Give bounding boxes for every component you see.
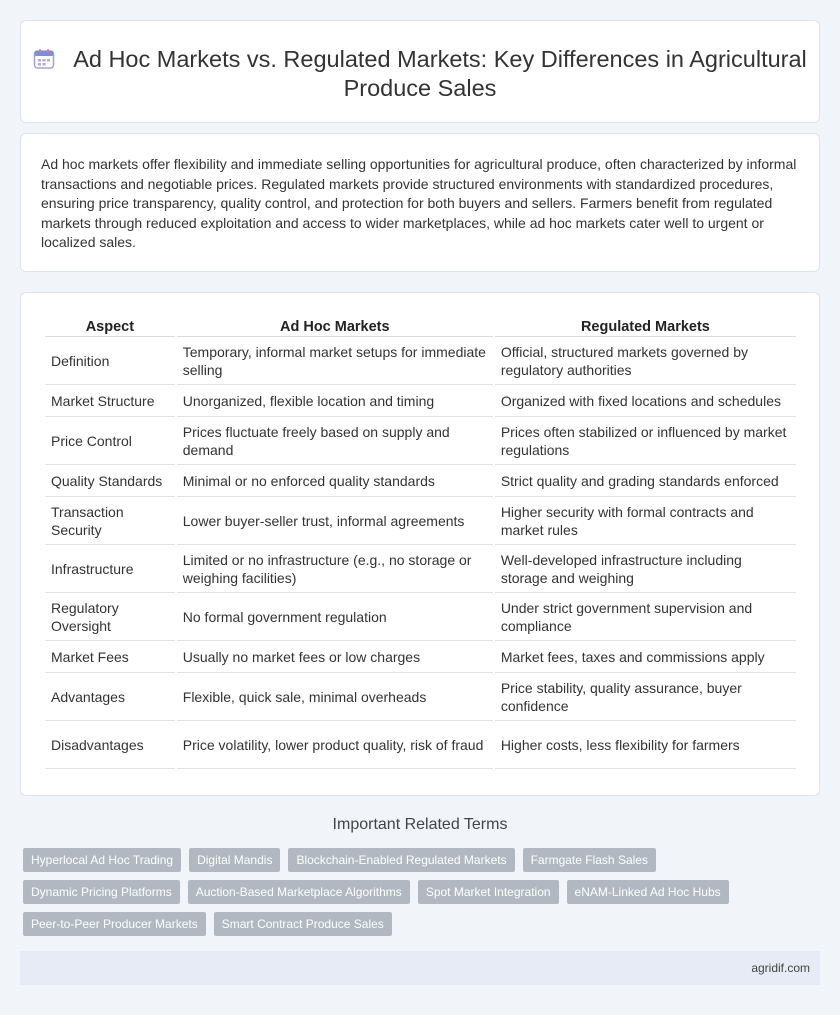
related-term-tag[interactable]: Hyperlocal Ad Hoc Trading xyxy=(23,848,181,872)
header-ad-hoc: Ad Hoc Markets xyxy=(177,315,493,337)
ad-hoc-cell: Prices fluctuate freely based on supply and demand xyxy=(177,417,493,465)
aspect-cell: Definition xyxy=(45,337,175,385)
comparison-table xyxy=(43,315,798,769)
related-term-tag[interactable]: Blockchain-Enabled Regulated Markets xyxy=(288,848,514,872)
related-term-tag[interactable]: Farmgate Flash Sales xyxy=(523,848,656,872)
regulated-cell: Well-developed infrastructure including storage and weighing xyxy=(495,545,796,593)
aspect-cell: Infrastructure xyxy=(45,545,175,593)
related-term-tag[interactable]: Peer-to-Peer Producer Markets xyxy=(23,912,206,936)
header-aspect: Aspect xyxy=(45,315,175,337)
aspect-cell: Disadvantages xyxy=(45,721,175,769)
ad-hoc-cell: Unorganized, flexible location and timing xyxy=(177,385,493,417)
aspect-cell: Regulatory Oversight xyxy=(45,593,175,641)
regulated-cell: Official, structured markets governed by regulatory authorities xyxy=(495,337,796,385)
aspect-cell: Advantages xyxy=(45,673,175,721)
related-term-tag[interactable]: Dynamic Pricing Platforms xyxy=(23,880,180,904)
ad-hoc-cell: Lower buyer-seller trust, informal agreements xyxy=(177,497,493,545)
header-regulated: Regulated Markets xyxy=(495,315,796,337)
page-title-text: Ad Hoc Markets vs. Regulated Markets: Key Differences in Agricultural Produce Sales xyxy=(73,46,807,101)
table-row xyxy=(45,545,796,593)
ad-hoc-cell: Minimal or no enforced quality standards xyxy=(177,465,493,497)
related-term-tag[interactable]: Auction-Based Marketplace Algorithms xyxy=(188,880,410,904)
ad-hoc-cell: Limited or no infrastructure (e.g., no storage or weighing facilities) xyxy=(177,545,493,593)
regulated-cell: Organized with fixed locations and schedules xyxy=(495,385,796,417)
related-terms-title: Important Related Terms xyxy=(332,816,508,833)
calendar-icon xyxy=(33,48,55,70)
intro-paragraph: Ad hoc markets offer flexibility and immediate selling opportunities for agricultural produce, often characterized by informal transactions and negotiable prices. Regulated markets provide structured environments with standardized procedures, ensuring price transparency, quality control, and protection for both buyers and sellers. Farmers benefit from regulated markets through reduced exploitation and access to wider marketplaces, while ad hoc markets cater well to urgent or localized sales. xyxy=(41,156,797,250)
aspect-cell: Market Structure xyxy=(45,385,175,417)
regulated-cell: Price stability, quality assurance, buyer confidence xyxy=(495,673,796,721)
ad-hoc-cell: Price volatility, lower product quality, risk of fraud xyxy=(177,721,493,769)
table-row xyxy=(45,721,796,769)
table-row xyxy=(45,497,796,545)
footer-bar xyxy=(20,951,820,985)
aspect-cell: Price Control xyxy=(45,417,175,465)
ad-hoc-cell: No formal government regulation xyxy=(177,593,493,641)
regulated-cell: Strict quality and grading standards enforced xyxy=(495,465,796,497)
table-row xyxy=(45,465,796,497)
footer-site-link[interactable]: agridif.com xyxy=(751,961,810,975)
ad-hoc-cell: Temporary, informal market setups for immediate selling xyxy=(177,337,493,385)
related-term-tag[interactable]: Spot Market Integration xyxy=(418,880,559,904)
regulated-cell: Higher costs, less flexibility for farmers xyxy=(495,721,796,769)
aspect-cell: Transaction Security xyxy=(45,497,175,545)
table-row xyxy=(45,593,796,641)
ad-hoc-cell: Usually no market fees or low charges xyxy=(177,641,493,673)
related-term-tag[interactable]: Smart Contract Produce Sales xyxy=(214,912,392,936)
regulated-cell: Under strict government supervision and compliance xyxy=(495,593,796,641)
related-term-tag[interactable]: eNAM-Linked Ad Hoc Hubs xyxy=(567,880,729,904)
related-terms-tags xyxy=(23,848,823,944)
table-header-row xyxy=(45,315,796,337)
intro-card xyxy=(20,133,820,272)
table-row xyxy=(45,673,796,721)
title-wrap xyxy=(21,45,819,103)
ad-hoc-cell: Flexible, quick sale, minimal overheads xyxy=(177,673,493,721)
page-title xyxy=(21,45,819,103)
related-term-tag[interactable]: Digital Mandis xyxy=(189,848,280,872)
aspect-cell: Quality Standards xyxy=(45,465,175,497)
regulated-cell: Market fees, taxes and commissions apply xyxy=(495,641,796,673)
aspect-cell: Market Fees xyxy=(45,641,175,673)
table-row xyxy=(45,641,796,673)
table-row xyxy=(45,417,796,465)
regulated-cell: Prices often stabilized or influenced by market regulations xyxy=(495,417,796,465)
regulated-cell: Higher security with formal contracts and market rules xyxy=(495,497,796,545)
header-card xyxy=(20,20,820,123)
table-row xyxy=(45,337,796,385)
comparison-table-card xyxy=(20,292,820,796)
table-row xyxy=(45,385,796,417)
